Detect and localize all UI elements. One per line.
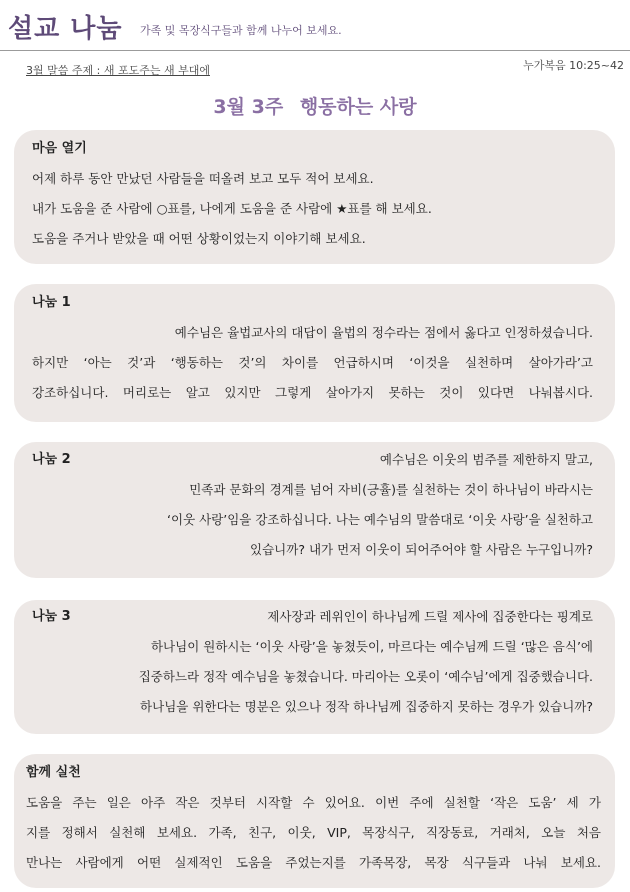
section-line: 제사장과 레위인이 하나님께 드릴 제사에 집중한다는 핑계로 [267, 609, 593, 624]
section-share-3 [14, 600, 615, 734]
section-head-row [32, 445, 593, 475]
section-line: 있습니까? 내가 먼저 이웃이 되어주어야 할 사람은 누구입니까? [250, 542, 593, 557]
section-title: 나눔 3 [32, 609, 71, 624]
header-subtitle: 가족 및 목장식구들과 함께 나누어 보세요. [140, 24, 342, 37]
section-line: 하나님이 원하시는 ‘이웃 사랑’을 놓쳤듯이, 마르다는 예수님께 드릴 ‘많은 음식’에 [150, 639, 593, 654]
section-line: 집중하느라 정작 예수님을 놓쳤습니다. 마리아는 오롯이 ‘예수님’에게 집중했습니다. [138, 669, 593, 684]
section-line: 하나님을 위한다는 명분은 있으나 정작 하나님께 집중하지 못하는 경우가 있습니까? [140, 699, 593, 714]
section-line: 강조하십니다. 머리로는 알고 있지만 그렇게 살아가지 못하는 것이 있다면 나눠봅시다. [32, 385, 593, 400]
page-header [0, 0, 630, 51]
section-head-row [32, 602, 593, 632]
section-together [14, 754, 615, 888]
monthly-theme: 3월 말씀 주제 : 새 포도주는 새 부대에 [26, 64, 210, 77]
section-share-1 [14, 284, 615, 422]
sermon-title: 행동하는 사랑 [299, 96, 417, 118]
scripture-reference: 누가복음 10:25~42 [523, 59, 624, 72]
section-line: 내가 도움을 준 사람에 ○표를, 나에게 도움을 준 사람에 ★표를 해 보세요. [32, 201, 432, 216]
header-title: 설교 나눔 [8, 14, 123, 44]
section-share-2 [14, 442, 615, 578]
section-title: 나눔 2 [32, 452, 71, 467]
section-title: 나눔 1 [32, 295, 71, 310]
section-title: 마음 열기 [32, 141, 87, 156]
week-heading [0, 92, 630, 119]
section-line: 예수님은 이웃의 범주를 제한하지 말고, [379, 452, 593, 467]
section-line: 어제 하루 동안 만났던 사람들을 떠올려 보고 모두 적어 보세요. [32, 171, 374, 186]
section-line: 만나는 사람에게 어떤 실제적인 도움을 주었는지를 가족목장, 목장 식구들과 나눠 보세요. [26, 855, 601, 870]
section-line: 지를 정해서 실천해 보세요. 가족, 친구, 이웃, VIP, 목장식구, 직장동료, 거래처, 오늘 처음 [26, 825, 601, 840]
section-line: 하지만 ‘아는 것’과 ‘행동하는 것’의 차이를 언급하시며 ‘이것을 실천하며 살아가라’고 [32, 355, 593, 370]
section-title: 함께 실천 [26, 765, 81, 780]
week-label: 3월 3주 [213, 96, 284, 118]
section-line: 예수님은 율법교사의 대답이 율법의 정수라는 점에서 옳다고 인정하셨습니다. [174, 325, 593, 340]
section-line: 도움을 주는 일은 아주 작은 것부터 시작할 수 있어요. 이번 주에 실천할 ‘작은 도움’ 세 가 [26, 795, 601, 810]
section-open [14, 130, 615, 264]
section-line: ‘이웃 사랑’임을 강조하십니다. 나는 예수님의 말씀대로 ‘이웃 사랑’을 실천하고 [167, 512, 593, 527]
section-line: 민족과 문화의 경계를 넘어 자비(긍휼)를 실천하는 것이 하나님이 바라시는 [189, 482, 593, 497]
section-line: 도움을 주거나 받았을 때 어떤 상황이었는지 이야기해 보세요. [32, 231, 366, 246]
